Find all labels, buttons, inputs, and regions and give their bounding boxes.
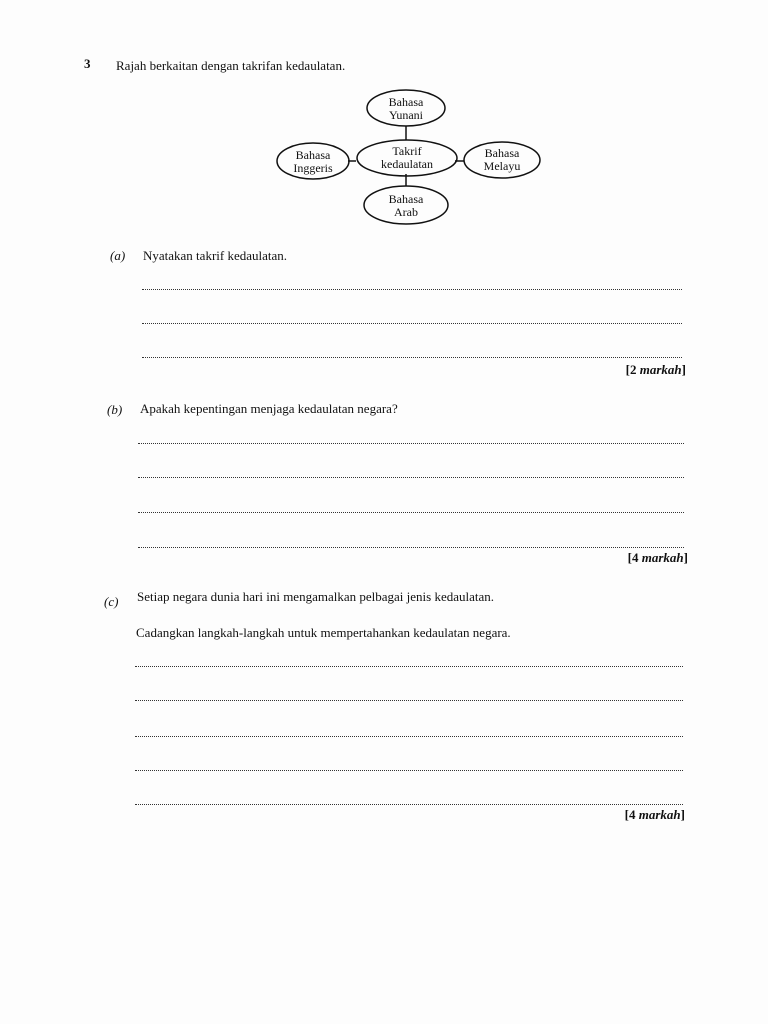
question-number: 3: [84, 56, 91, 71]
part-b-text: Apakah kepentingan menjaga kedaulatan negara?: [140, 401, 398, 416]
answer-line-b3[interactable]: [138, 512, 684, 513]
node-center-line2: kedaulatan: [381, 157, 433, 171]
part-a-label: (a): [110, 248, 126, 263]
part-a-text: Nyatakan takrif kedaulatan.: [143, 248, 288, 263]
answer-line-c1[interactable]: [135, 666, 683, 667]
answer-line-c4[interactable]: [135, 770, 683, 771]
question-stem: Rajah berkaitan dengan takrifan kedaulatan.: [116, 58, 346, 73]
answer-line-a2[interactable]: [142, 323, 682, 324]
node-top-line1: Bahasa: [388, 95, 424, 109]
answer-line-a3[interactable]: [142, 357, 682, 358]
node-top-line2: Yunani: [389, 108, 423, 122]
node-left-line2: Inggeris: [293, 161, 333, 175]
answer-line-c5[interactable]: [135, 804, 683, 805]
node-center-line1: Takrif: [392, 144, 422, 158]
answer-line-b2[interactable]: [138, 477, 684, 478]
node-right-line1: Bahasa: [484, 146, 520, 160]
node-left-line1: Bahasa: [295, 148, 331, 162]
part-c-label: (c): [104, 594, 119, 609]
part-a-marks: [2 markah]: [625, 362, 686, 377]
part-b-label: (b): [107, 402, 123, 417]
node-right-line2: Melayu: [483, 159, 521, 173]
part-c-text-1: Setiap negara dunia hari ini mengamalkan pelbagai jenis kedaulatan.: [137, 589, 495, 604]
part-b-marks: [4 markah]: [627, 550, 688, 565]
answer-line-a1[interactable]: [142, 289, 682, 290]
answer-line-b4[interactable]: [138, 547, 684, 548]
part-c-marks: [4 markah]: [624, 807, 685, 822]
node-bottom-line1: Bahasa: [388, 192, 424, 206]
answer-line-b1[interactable]: [138, 443, 684, 444]
sovereignty-diagram: [270, 88, 550, 230]
answer-line-c3[interactable]: [135, 736, 683, 737]
answer-line-c2[interactable]: [135, 700, 683, 701]
node-bottom-line2: Arab: [394, 205, 418, 219]
part-c-text-2: Cadangkan langkah-langkah untuk mempertahankan kedaulatan negara.: [136, 625, 511, 640]
